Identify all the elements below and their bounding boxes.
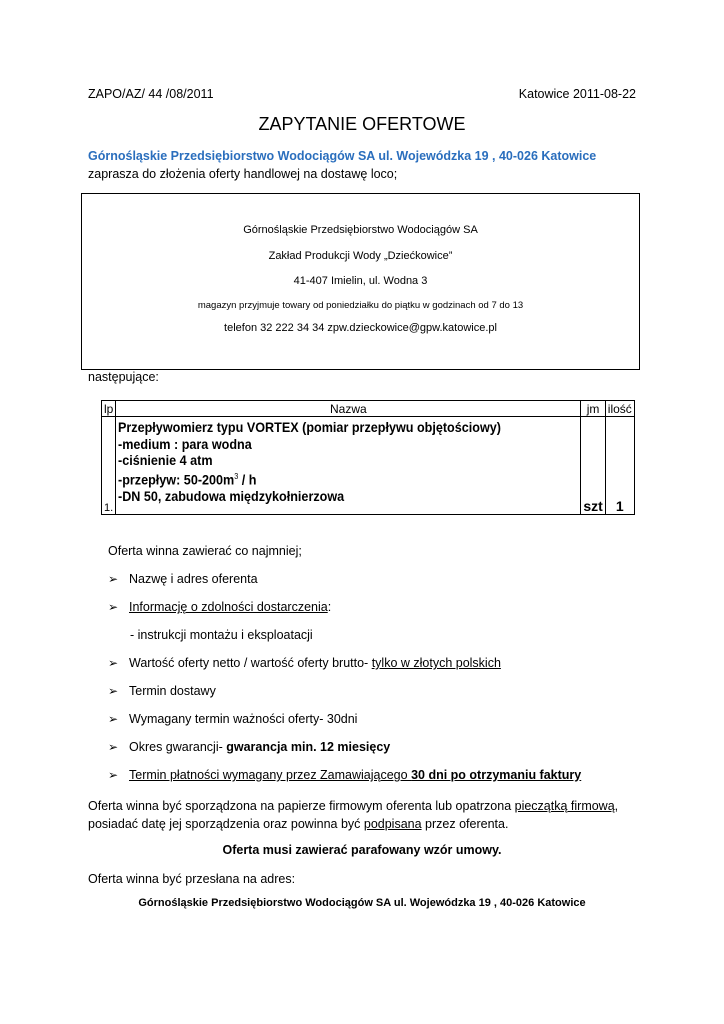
row-name	[116, 417, 581, 515]
list-item: ➢ Wymagany termin ważności oferty- 30dni	[108, 712, 358, 726]
header-jm: jm	[581, 401, 605, 417]
intro-paragraph	[88, 147, 648, 183]
closing-paragraph: Oferta winna być sporządzona na papierze firmowym oferenta lub opatrzona pieczątką firmową, posiadać datę jej sporządzenia oraz powinna być podpisana przez oferenta.	[88, 799, 619, 831]
arrow-bullet-icon: ➢	[108, 740, 119, 754]
delivery-address-box	[81, 193, 640, 370]
delivery-hours: magazyn przyjmuje towary od poniedziałku do piątku w godzinach od 7 do 13	[197, 300, 524, 311]
row-qty: 1	[605, 417, 634, 515]
list-item: ➢ Wartość oferty netto / wartość oferty brutto- tylko w złotych polskich	[108, 656, 501, 670]
delivery-plant: Zakład Produkcji Wody „Dziećkowice”	[268, 250, 453, 262]
arrow-bullet-icon: ➢	[108, 684, 119, 698]
item-name: Przepływomierz typu VORTEX (pomiar przepływu objętościowy)	[118, 419, 502, 435]
requirements-lead: Oferta winna zawierać co najmniej;	[108, 544, 302, 558]
list-item: ➢ Nazwę i adres oferenta	[108, 572, 258, 586]
list-item: ➢ Termin płatności wymagany przez Zamawiającego 30 dni po otrzymaniu faktury	[108, 768, 582, 782]
row-lp: 1.	[102, 417, 116, 515]
intro-company: Górnośląskie Przedsiębiorstwo Wodociągów SA ul. Wojewódzka 19 , 40-026 Katowice	[88, 149, 597, 163]
item-flow: -przepływ: $50-200m^3$ / h	[118, 471, 257, 488]
place-date: Katowice 2011-08-22	[518, 87, 636, 101]
header-qty: ilość	[605, 401, 634, 417]
items-table	[101, 400, 635, 515]
list-item: ➢ Informację o zdolności dostarczenia:	[108, 600, 332, 614]
arrow-bullet-icon: ➢	[108, 768, 119, 782]
document-title: ZAPYTANIE OFERTOWE	[258, 114, 466, 134]
delivery-contact: telefon 32 222 34 34 zpw.dzieckowice@gpw.katowice.pl	[224, 322, 497, 334]
reference-number: ZAPO/AZ/ 44 /08/2011	[88, 87, 214, 101]
item-medium: -medium : para wodna	[118, 435, 253, 452]
header-name: Nazwa	[116, 401, 581, 417]
arrow-bullet-icon: ➢	[108, 656, 119, 670]
list-item: ➢ Termin dostawy	[108, 684, 216, 698]
delivery-address: 41-407 Imielin, ul. Wodna 3	[293, 275, 428, 287]
item-dn: -DN 50, zabudowa międzykołnierzowa	[118, 487, 345, 504]
contract-note: Oferta musi zawierać parafowany wzór umowy.	[222, 843, 502, 857]
send-to-label: Oferta winna być przesłana na adres:	[88, 872, 296, 886]
delivery-company: Górnośląskie Przedsiębiorstwo Wodociągów SA	[243, 224, 478, 236]
send-to-address: Górnośląskie Przedsiębiorstwo Wodociągów SA ul. Wojewódzka 19 , 40-026 Katowice	[138, 897, 586, 909]
following-label: następujące:	[88, 370, 159, 384]
list-subitem: - instrukcji montażu i eksploatacji	[130, 628, 313, 642]
arrow-bullet-icon: ➢	[108, 712, 119, 726]
table-row	[102, 417, 635, 515]
arrow-bullet-icon: ➢	[108, 572, 119, 586]
row-jm: szt	[581, 417, 605, 515]
item-pressure: -ciśnienie 4 atm	[118, 452, 213, 468]
arrow-bullet-icon: ➢	[108, 600, 119, 614]
header-lp: lp	[102, 401, 116, 417]
intro-text: zaprasza do złożenia oferty handlowej na dostawę loco;	[88, 167, 398, 181]
table-header-row	[102, 401, 635, 417]
list-item: ➢ Okres gwarancji- gwarancja min. 12 miesięcy	[108, 740, 391, 754]
